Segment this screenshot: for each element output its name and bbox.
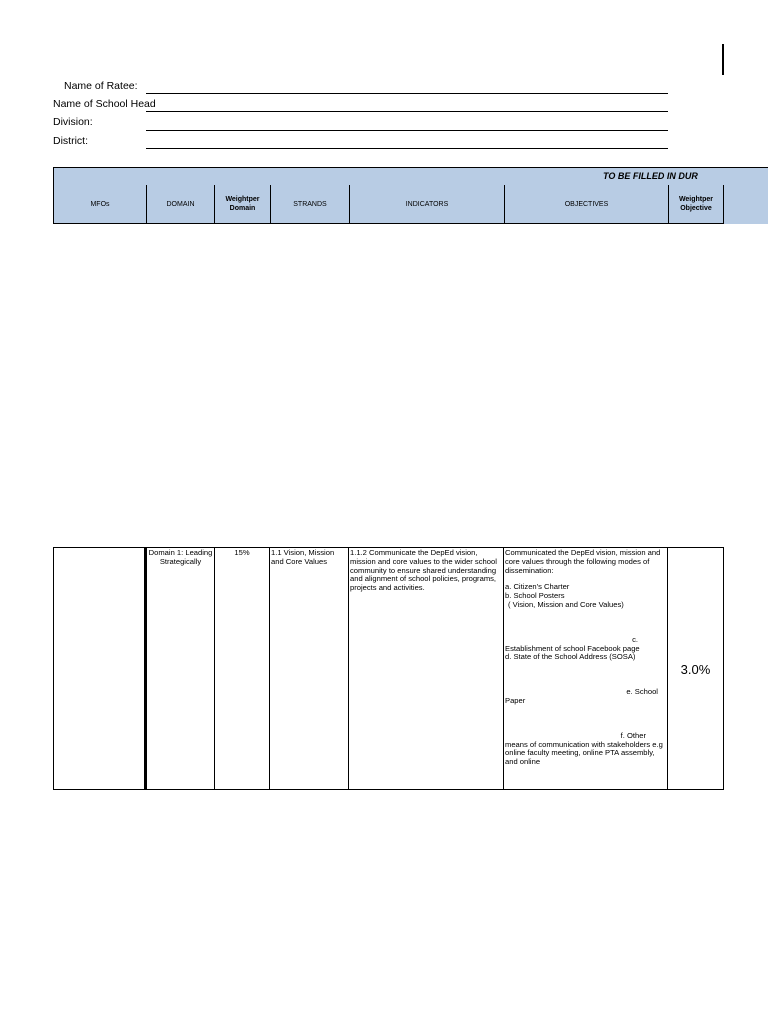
district-field[interactable]: [146, 148, 668, 149]
table-header-row: [53, 185, 768, 224]
school-head-name-field[interactable]: [146, 111, 668, 112]
cell-objectives: [503, 547, 667, 790]
objective-d: d. State of the School Address (SOSA): [505, 652, 636, 662]
page-edge-marker: [722, 44, 724, 75]
objective-a: a. Citizen's Charter: [505, 582, 570, 592]
cell-weight-objective: 3.0%: [667, 547, 724, 790]
header-strands: STRANDS: [270, 185, 349, 224]
objective-f-label: f. Other: [620, 730, 646, 740]
school-head-name-label: Name of School Head: [53, 98, 156, 110]
table-banner: [53, 167, 768, 185]
ratee-name-field[interactable]: [146, 93, 668, 94]
header-mfos: MFOs: [53, 185, 146, 224]
header-domain: DOMAIN: [146, 185, 214, 224]
cell-strand: 1.1 Vision, Mission and Core Values: [269, 547, 348, 790]
header-indicators: INDICATORS: [349, 185, 504, 224]
objective-b-note: ( Vision, Mission and Core Values): [508, 599, 624, 609]
objective-intro: Communicated the DepEd vision, mission and core values through the following modes of dissemination:: [505, 548, 661, 575]
cell-mfo: [53, 547, 146, 790]
ratee-name-label: Name of Ratee:: [64, 80, 138, 92]
objective-b: b. School Posters: [505, 591, 565, 601]
header-weight-objective: Weightper Objective: [668, 185, 724, 224]
banner-text: TO BE FILLED IN DUR: [603, 171, 698, 181]
division-field[interactable]: [146, 130, 668, 131]
objective-c-text: Establishment of school Facebook page: [505, 643, 640, 653]
cell-indicator: 1.1.2 Communicate the DepEd vision, mission and core values to the wider school community to ensure shared understanding and alignment of school policies, programs, projects and activities.: [348, 547, 503, 790]
district-label: District:: [53, 135, 88, 147]
cell-domain: Domain 1: Leading Strategically: [146, 547, 214, 790]
header-weight-domain: Weightper Domain: [214, 185, 270, 224]
cell-weight-domain: 15%: [214, 547, 269, 790]
objective-c-label: c.: [632, 634, 638, 644]
header-objectives: OBJECTIVES: [504, 185, 668, 224]
objective-f-text: means of communication with stakeholders e.g online faculty meeting, online PTA assembly, and online: [505, 739, 663, 767]
objective-e-label: e. School: [626, 687, 658, 697]
division-label: Division:: [53, 116, 93, 128]
objective-e-text: Paper: [505, 695, 526, 705]
